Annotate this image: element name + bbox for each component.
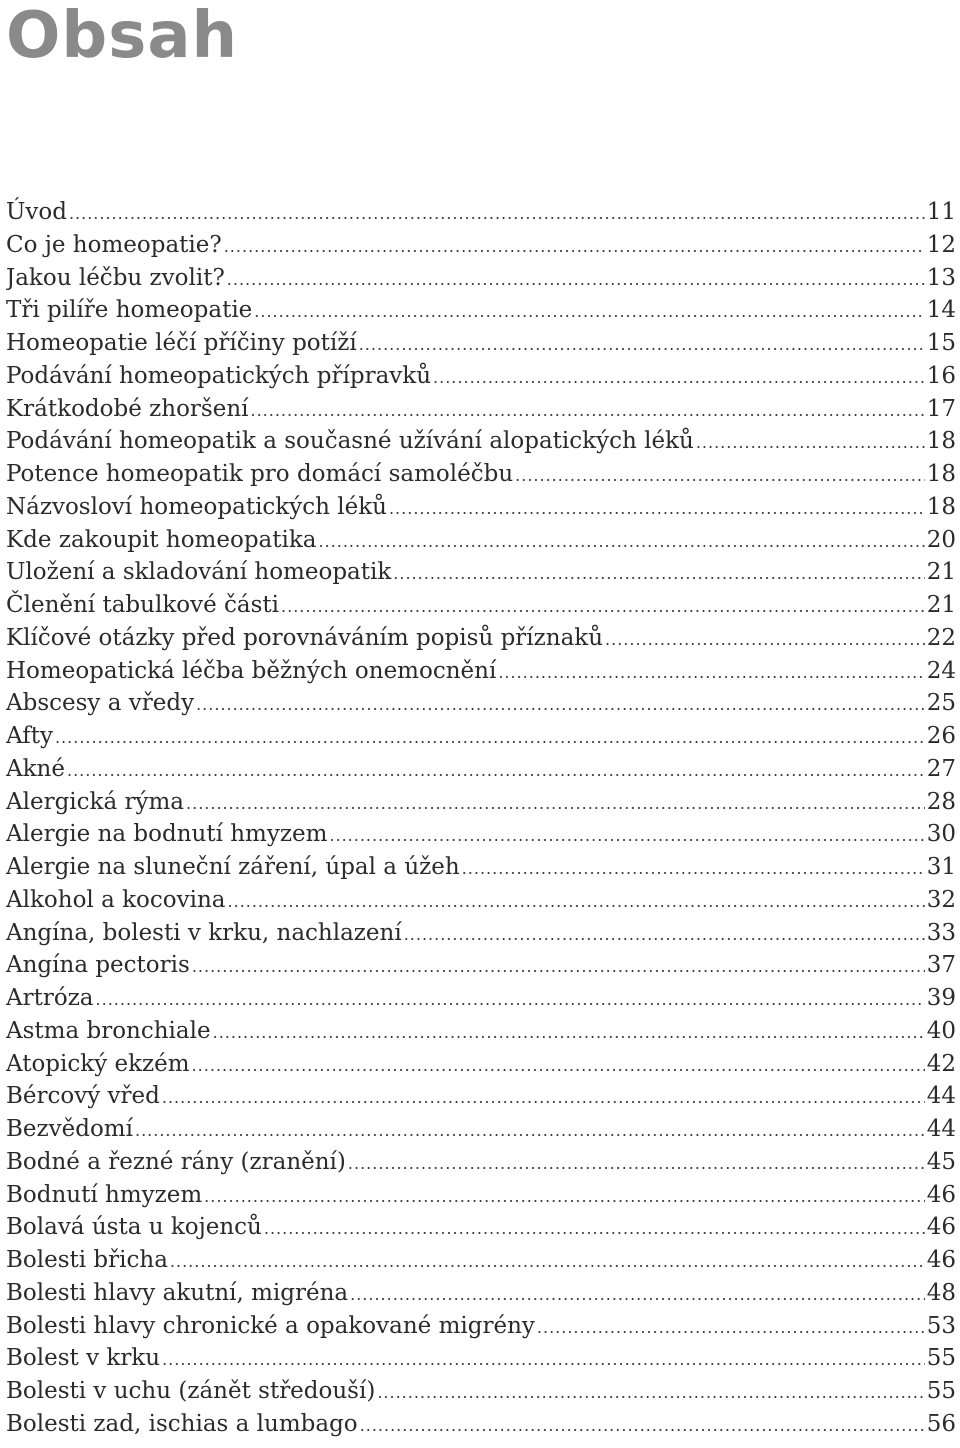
toc-entry-title: Názvosloví homeopatických léků bbox=[6, 493, 387, 520]
toc-entry bbox=[6, 720, 956, 753]
toc-entry bbox=[6, 196, 956, 229]
toc-entry-page-number: 13 bbox=[926, 264, 956, 291]
toc-entry-page-number: 15 bbox=[926, 330, 956, 356]
toc-entry-page-number: 37 bbox=[926, 952, 956, 979]
toc-dot-leader bbox=[192, 1050, 925, 1081]
toc-entry bbox=[6, 229, 956, 262]
toc-dot-leader bbox=[192, 951, 925, 982]
toc-dot-leader bbox=[348, 1148, 925, 1179]
toc-dot-leader bbox=[204, 1181, 925, 1212]
toc-entry-title: Akné bbox=[6, 755, 65, 782]
toc-entry-page-number: 53 bbox=[926, 1312, 956, 1339]
toc-dot-leader bbox=[360, 1410, 925, 1441]
toc-entry-page-number: 17 bbox=[926, 395, 956, 422]
toc-entry-title: Podávání homeopatik a současné užívání alopatických léků bbox=[6, 428, 694, 455]
toc-entry bbox=[6, 360, 956, 393]
toc-entry bbox=[6, 1113, 956, 1146]
toc-entry-title: Angína, bolesti v krku, nachlazení bbox=[6, 919, 402, 946]
toc-entry-title: Bolesti v uchu (zánět středouší) bbox=[6, 1378, 376, 1404]
toc-entry bbox=[6, 425, 956, 458]
toc-entry-title: Bolest v krku bbox=[6, 1345, 161, 1372]
toc-entry-title: Bolesti hlavy chronické a opakované migrény bbox=[6, 1312, 535, 1339]
toc-entry-page-number: 31 bbox=[926, 854, 956, 880]
toc-entry-title: Alkohol a kocovina bbox=[6, 886, 226, 913]
toc-entry-page-number: 55 bbox=[926, 1378, 956, 1404]
toc-entry-title: Bércový vřed bbox=[6, 1083, 160, 1110]
toc-dot-leader bbox=[377, 1377, 924, 1408]
toc-dot-leader bbox=[135, 1115, 925, 1146]
toc-entry-page-number: 12 bbox=[926, 231, 956, 258]
toc-dot-leader bbox=[433, 362, 925, 393]
toc-entry bbox=[6, 753, 956, 786]
toc-entry bbox=[6, 262, 956, 295]
toc-dot-leader bbox=[350, 1279, 925, 1310]
toc-entry-page-number: 33 bbox=[926, 919, 956, 946]
toc-entry-page-number: 44 bbox=[926, 1116, 956, 1142]
toc-entry-page-number: 14 bbox=[926, 297, 956, 324]
toc-entry bbox=[6, 1375, 956, 1408]
toc-entry bbox=[6, 687, 956, 720]
toc-entry-page-number: 46 bbox=[926, 1214, 956, 1241]
toc-dot-leader bbox=[228, 886, 925, 917]
toc-entry-title: Artróza bbox=[6, 985, 94, 1011]
toc-entry bbox=[6, 851, 956, 884]
toc-entry-title: Uložení a skladování homeopatik bbox=[6, 559, 392, 586]
toc-entry-title: Angína pectoris bbox=[6, 952, 190, 979]
toc-entry-page-number: 16 bbox=[926, 362, 956, 389]
toc-entry bbox=[6, 458, 956, 491]
toc-dot-leader bbox=[264, 1213, 925, 1244]
toc-entry-page-number: 40 bbox=[926, 1017, 956, 1044]
toc-entry bbox=[6, 949, 956, 982]
toc-entry bbox=[6, 524, 956, 557]
toc-entry-title: Co je homeopatie? bbox=[6, 231, 222, 258]
toc-entry-page-number: 32 bbox=[926, 886, 956, 913]
toc-entry bbox=[6, 393, 956, 426]
toc-entry bbox=[6, 1080, 956, 1113]
toc-dot-leader bbox=[319, 526, 925, 557]
toc-entry-page-number: 18 bbox=[926, 493, 956, 520]
toc-dot-leader bbox=[605, 624, 925, 655]
toc-entry-title: Bolavá ústa u kojenců bbox=[6, 1214, 262, 1241]
toc-dot-leader bbox=[498, 657, 924, 688]
toc-entry bbox=[6, 1342, 956, 1375]
toc-dot-leader bbox=[96, 984, 925, 1015]
toc-entry-title: Afty bbox=[6, 723, 53, 749]
toc-entry-title: Bolesti zad, ischias a lumbago bbox=[6, 1410, 358, 1437]
toc-entry-page-number: 21 bbox=[926, 592, 956, 618]
toc-entry-page-number: 46 bbox=[926, 1181, 956, 1208]
toc-entry-title: Úvod bbox=[6, 199, 67, 225]
toc-entry bbox=[6, 1408, 956, 1441]
toc-dot-leader bbox=[393, 558, 924, 589]
toc-entry-title: Abscesy a vředy bbox=[6, 690, 195, 717]
toc-entry-page-number: 25 bbox=[926, 690, 956, 717]
toc-entry-page-number: 42 bbox=[926, 1050, 956, 1077]
toc-entry-title: Klíčové otázky před porovnáváním popisů příznaků bbox=[6, 624, 604, 651]
toc-entry bbox=[6, 1277, 956, 1310]
toc-entry-title: Tři pilíře homeopatie bbox=[6, 297, 253, 324]
table-of-contents bbox=[6, 196, 956, 1441]
toc-entry-title: Homeopatická léčba běžných onemocnění bbox=[6, 657, 497, 684]
toc-entry bbox=[6, 589, 956, 622]
toc-entry-page-number: 21 bbox=[926, 559, 956, 586]
toc-entry-page-number: 20 bbox=[926, 526, 956, 553]
toc-entry-title: Krátkodobé zhoršení bbox=[6, 395, 249, 422]
toc-entry bbox=[6, 491, 956, 524]
toc-entry bbox=[6, 917, 956, 950]
toc-entry-title: Bolesti břicha bbox=[6, 1247, 168, 1273]
toc-entry bbox=[6, 884, 956, 917]
toc-dot-leader bbox=[67, 755, 925, 786]
toc-entry-title: Alergická rýma bbox=[6, 788, 185, 815]
toc-entry bbox=[6, 556, 956, 589]
toc-dot-leader bbox=[227, 264, 925, 295]
toc-dot-leader bbox=[254, 296, 924, 327]
toc-entry-page-number: 28 bbox=[926, 788, 956, 815]
toc-dot-leader bbox=[515, 460, 925, 491]
toc-entry-title: Bezvědomí bbox=[6, 1116, 133, 1142]
toc-entry-title: Potence homeopatik pro domácí samoléčbu bbox=[6, 461, 514, 487]
toc-entry-page-number: 48 bbox=[926, 1279, 956, 1306]
toc-entry-title: Kde zakoupit homeopatika bbox=[6, 526, 317, 553]
toc-entry-title: Astma bronchiale bbox=[6, 1017, 211, 1044]
toc-entry-page-number: 56 bbox=[926, 1410, 956, 1437]
toc-entry-page-number: 46 bbox=[926, 1247, 956, 1273]
toc-entry-page-number: 39 bbox=[926, 985, 956, 1011]
toc-dot-leader bbox=[196, 689, 925, 720]
toc-entry-title: Alergie na sluneční záření, úpal a úžeh bbox=[6, 854, 460, 880]
toc-entry bbox=[6, 1048, 956, 1081]
toc-entry-page-number: 26 bbox=[926, 723, 956, 749]
toc-dot-leader bbox=[170, 1246, 925, 1277]
toc-dot-leader bbox=[162, 1344, 925, 1375]
toc-entry bbox=[6, 818, 956, 851]
toc-dot-leader bbox=[329, 820, 924, 851]
toc-entry bbox=[6, 655, 956, 688]
toc-dot-leader bbox=[696, 427, 925, 458]
toc-entry-page-number: 18 bbox=[926, 428, 956, 455]
toc-dot-leader bbox=[213, 1017, 925, 1048]
toc-dot-leader bbox=[162, 1082, 925, 1113]
toc-entry-page-number: 55 bbox=[926, 1345, 956, 1372]
toc-dot-leader bbox=[537, 1312, 925, 1343]
toc-entry bbox=[6, 1211, 956, 1244]
toc-dot-leader bbox=[69, 198, 925, 229]
toc-dot-leader bbox=[462, 853, 925, 884]
toc-dot-leader bbox=[186, 788, 925, 819]
toc-entry-title: Alergie na bodnutí hmyzem bbox=[6, 821, 328, 848]
toc-entry bbox=[6, 982, 956, 1015]
toc-entry-page-number: 22 bbox=[926, 624, 956, 651]
toc-entry bbox=[6, 786, 956, 819]
toc-entry bbox=[6, 1310, 956, 1343]
toc-entry-title: Bolesti hlavy akutní, migréna bbox=[6, 1279, 349, 1306]
toc-dot-leader bbox=[359, 329, 925, 360]
toc-dot-leader bbox=[55, 722, 925, 753]
toc-dot-leader bbox=[404, 919, 925, 950]
toc-entry-page-number: 30 bbox=[926, 821, 956, 848]
toc-entry-title: Homeopatie léčí příčiny potíží bbox=[6, 330, 357, 356]
toc-entry bbox=[6, 1179, 956, 1212]
toc-dot-leader bbox=[389, 493, 925, 524]
toc-entry bbox=[6, 622, 956, 655]
toc-entry-title: Jakou léčbu zvolit? bbox=[6, 264, 225, 291]
toc-entry-page-number: 24 bbox=[926, 657, 956, 684]
toc-dot-leader bbox=[281, 591, 925, 622]
toc-entry-title: Podávání homeopatických přípravků bbox=[6, 362, 432, 389]
toc-entry bbox=[6, 1244, 956, 1277]
toc-entry-page-number: 44 bbox=[926, 1083, 956, 1110]
toc-entry bbox=[6, 1146, 956, 1179]
toc-entry bbox=[6, 327, 956, 360]
toc-entry-title: Bodnutí hmyzem bbox=[6, 1181, 203, 1208]
toc-dot-leader bbox=[251, 395, 925, 426]
toc-entry-page-number: 18 bbox=[926, 461, 956, 487]
toc-entry-title: Atopický ekzém bbox=[6, 1050, 190, 1077]
toc-entry-title: Bodné a řezné rány (zranění) bbox=[6, 1148, 346, 1175]
page-title: Obsah bbox=[6, 0, 239, 73]
toc-entry-page-number: 27 bbox=[926, 755, 956, 782]
toc-dot-leader bbox=[224, 231, 925, 262]
toc-entry bbox=[6, 1015, 956, 1048]
toc-entry bbox=[6, 294, 956, 327]
toc-entry-page-number: 11 bbox=[926, 199, 956, 225]
toc-entry-title: Členění tabulkové části bbox=[6, 592, 280, 618]
toc-entry-page-number: 45 bbox=[926, 1148, 956, 1175]
